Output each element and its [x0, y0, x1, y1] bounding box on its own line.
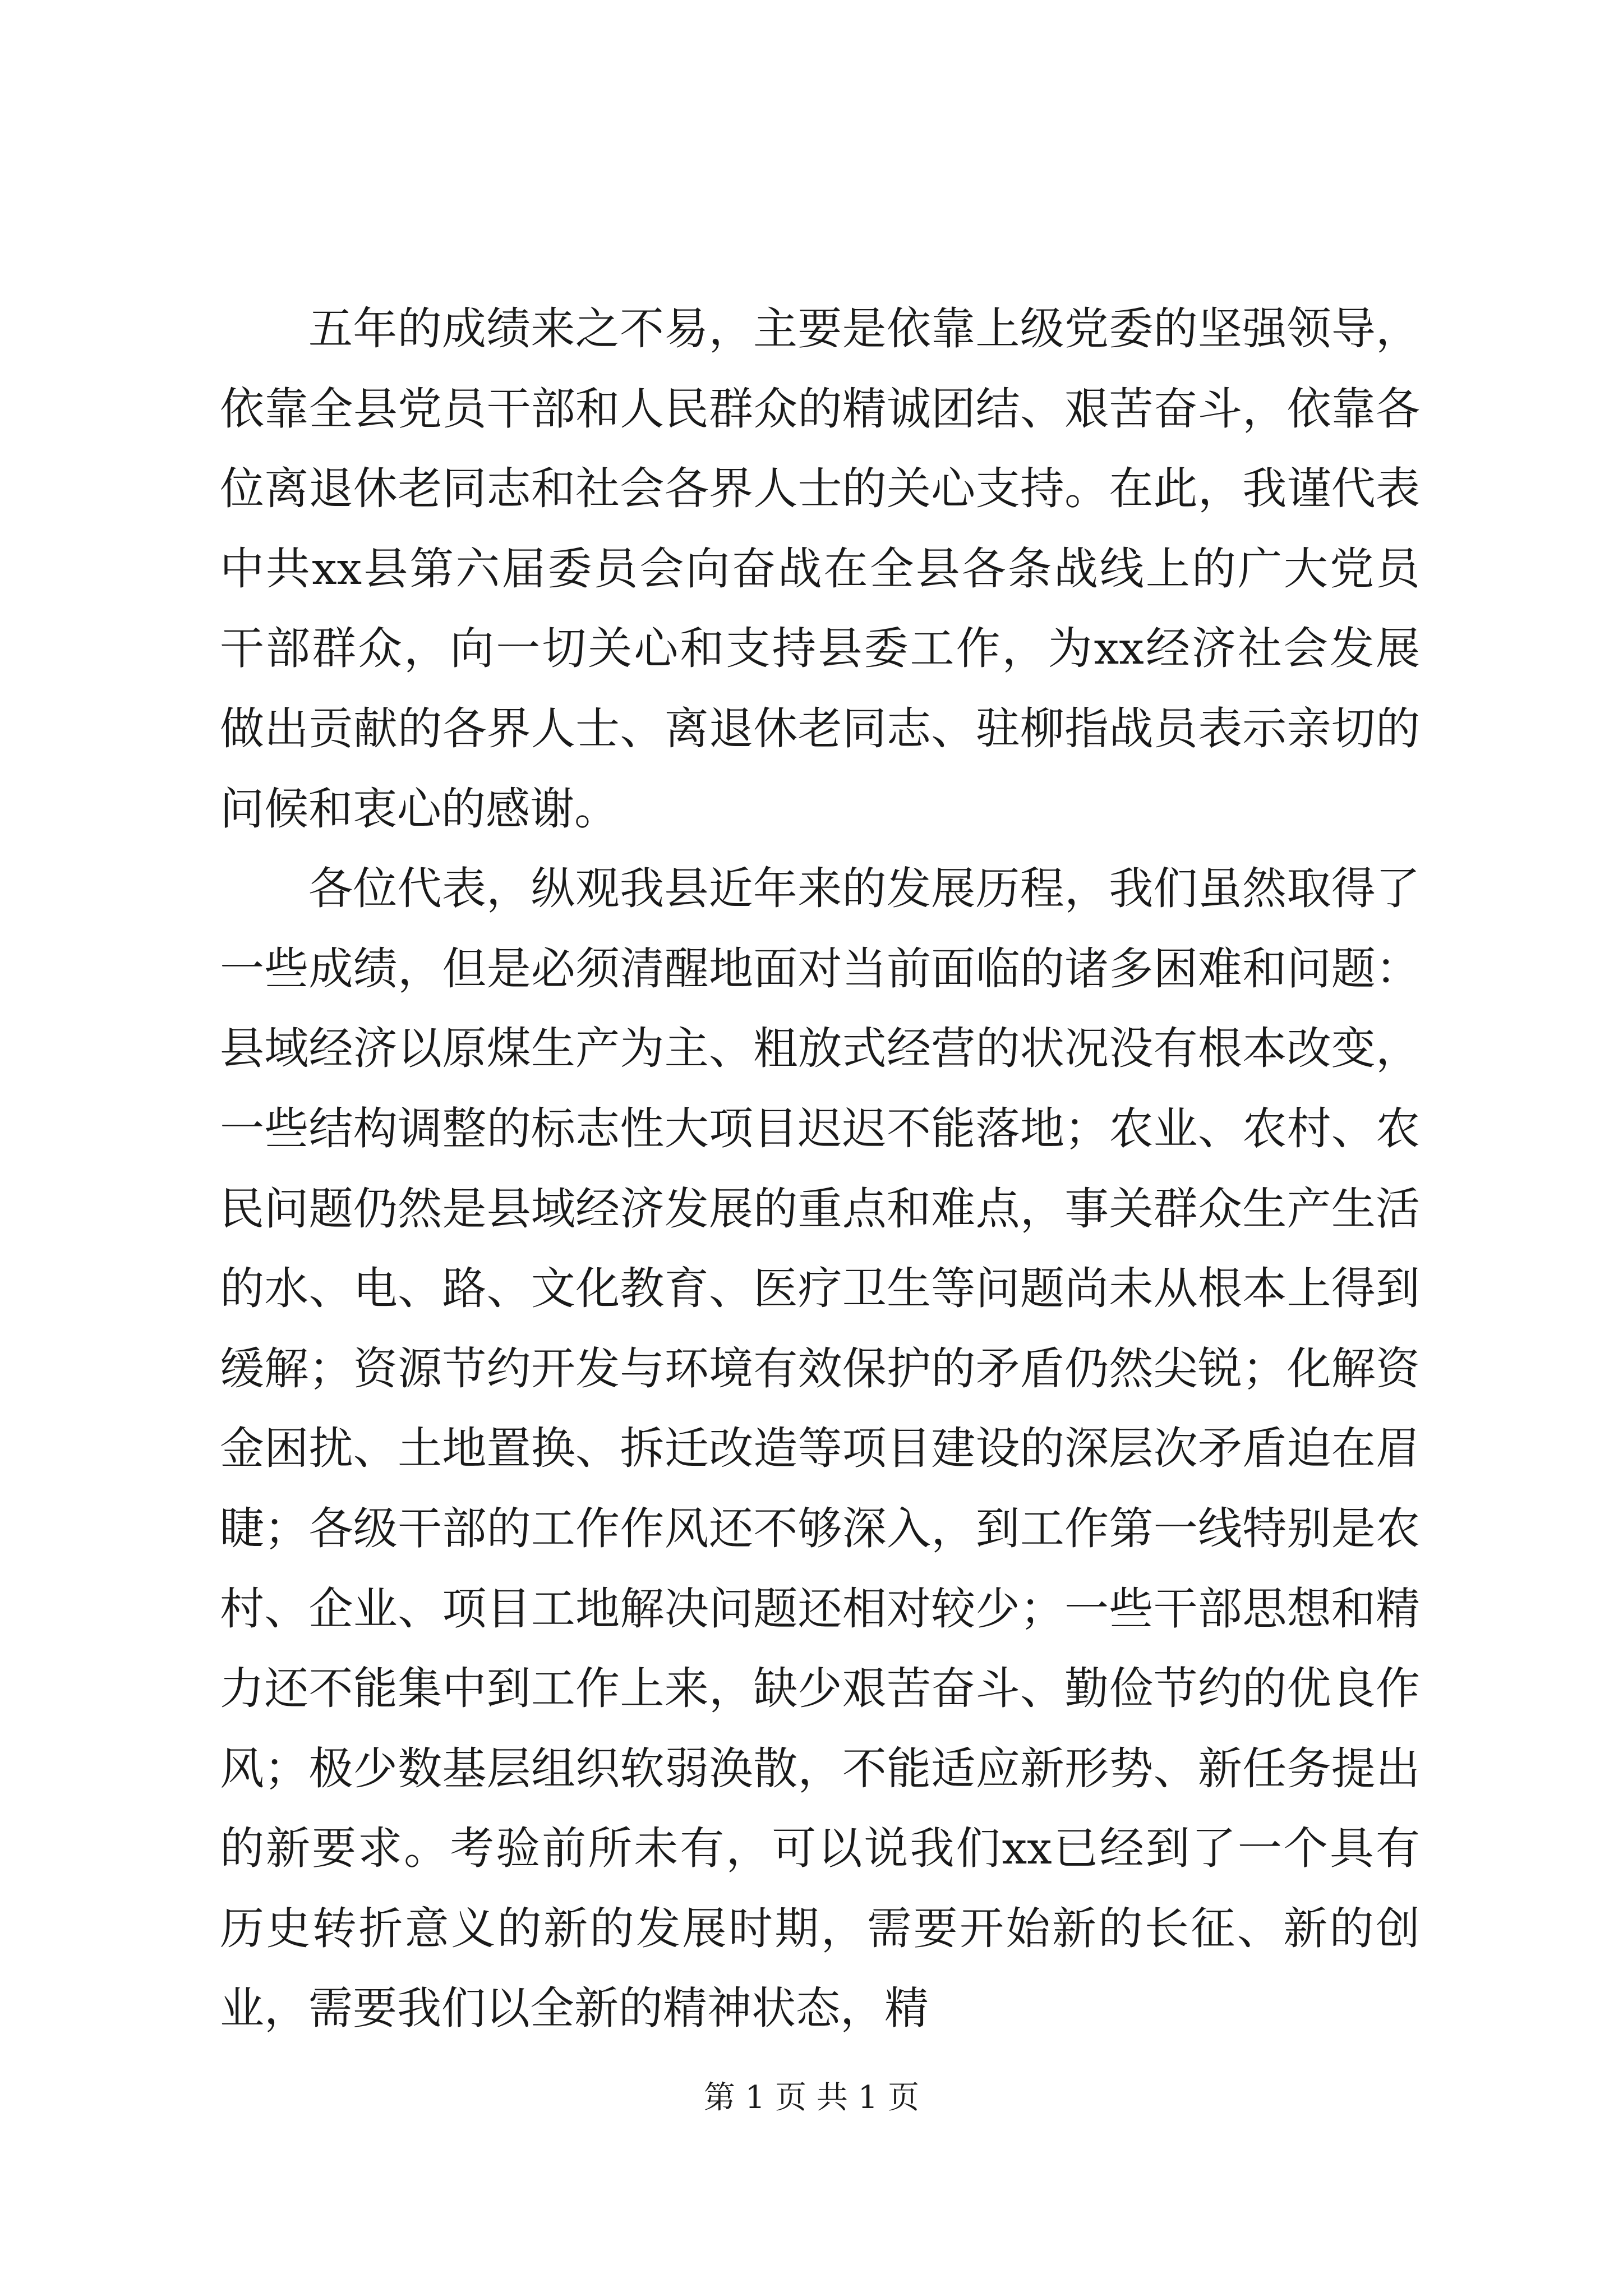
paragraph-1: 五年的成绩来之不易，主要是依靠上级党委的坚强领导，依靠全县党员干部和人民群众的精诚团结、艰苦奋斗，依靠各位离退休老同志和社会各界人士的关心支持。在此，我谨代表中共xx县第六届委员会向奋战在全县各条战线上的广大党员干部群众，向一切关心和支持县委工作，为xx经济社会发展做出贡献的各界人士、离退休老同志、驻柳指战员表示亲切的问候和衷心的感谢。 [220, 303, 1420, 835]
paragraph-2: 各位代表，纵观我县近年来的发展历程，我们虽然取得了一些成绩，但是必须清醒地面对当前面临的诸多困难和问题：县域经济以原煤生产为主、粗放式经营的状况没有根本改变，一些结构调整的标志性大项目迟迟不能落地；农业、农村、农民问题仍然是县域经济发展的重点和难点，事关群众生产生活的水、电、路、文化教育、医疗卫生等问题尚未从根本上得到缓解；资源节约开发与环境有效保护的矛盾仍然尖锐；化解资金困扰、土地置换、拆迁改造等项目建设的深层次矛盾迫在眉睫；各级干部的工作作风还不够深入，到工作第一线特别是农村、企业、项目工地解决问题还相对较少；一些干部思想和精力还不能集中到工作上来，缺少艰苦奋斗、勤俭节约的优良作风；极少数基层组织软弱涣散，不能适应新形势、新任务提出的新要求。考验前所未有，可以说我们xx已经到了一个具有历史转折意义的新的发展时期，需要开始新的长征、新的创业，需要我们以全新的精神状态，精 [220, 863, 1420, 2035]
page-footer: 第 1 页 共 1 页 [703, 2079, 920, 2116]
document-body [220, 289, 1420, 2049]
